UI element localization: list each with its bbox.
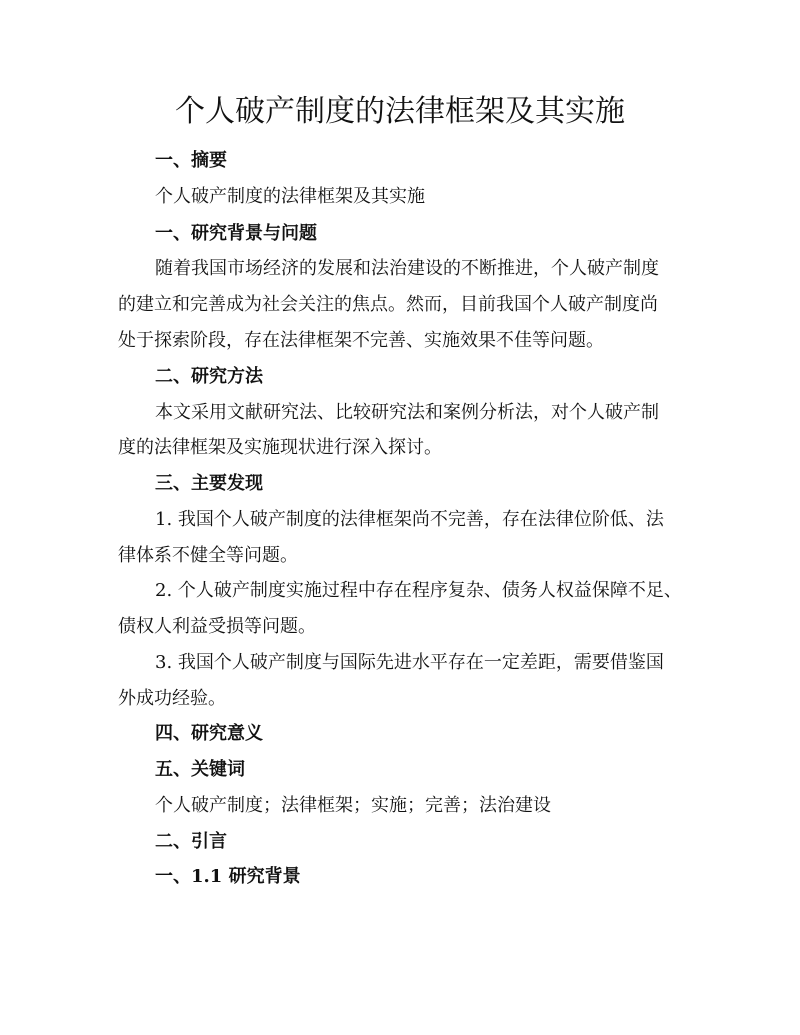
finding-1-line-1: 1. 我国个人破产制度的法律框架尚不完善，存在法律位阶低、法 xyxy=(155,509,664,530)
abstract-heading: 一、摘要 xyxy=(155,150,227,171)
background-heading: 一、研究背景与问题 xyxy=(155,223,317,244)
keywords-text: 个人破产制度；法律框架；实施；完善；法治建设 xyxy=(155,795,551,816)
significance-heading: 四、研究意义 xyxy=(155,723,263,744)
finding-2-line-2: 债权人利益受损等问题。 xyxy=(118,616,316,637)
methods-para-line-1: 本文采用文献研究法、比较研究法和案例分析法，对个人破产制 xyxy=(155,402,659,423)
background-para-line-1: 随着我国市场经济的发展和法治建设的不断推进，个人破产制度 xyxy=(155,258,659,279)
background-para-line-3: 处于探索阶段，存在法律框架不完善、实施效果不佳等问题。 xyxy=(118,330,604,351)
methods-heading: 二、研究方法 xyxy=(155,366,263,387)
abstract-text: 个人破产制度的法律框架及其实施 xyxy=(155,186,425,207)
finding-3-line-2: 外成功经验。 xyxy=(118,688,226,709)
findings-heading: 三、主要发现 xyxy=(155,473,263,494)
finding-2-line-1: 2. 个人破产制度实施过程中存在程序复杂、债务人权益保障不足、 xyxy=(155,580,682,601)
finding-1-line-2: 律体系不健全等问题。 xyxy=(118,545,298,566)
finding-3-line-1: 3. 我国个人破产制度与国际先进水平存在一定差距，需要借鉴国 xyxy=(155,652,664,673)
methods-para-line-2: 度的法律框架及实施现状进行深入探讨。 xyxy=(118,437,442,458)
intro-subheading: 一、1.1 研究背景 xyxy=(155,866,301,887)
background-para-line-2: 的建立和完善成为社会关注的焦点。然而，目前我国个人破产制度尚 xyxy=(118,294,658,315)
document-title: 个人破产制度的法律框架及其实施 xyxy=(175,94,625,129)
intro-heading: 二、引言 xyxy=(155,831,227,852)
keywords-heading: 五、关键词 xyxy=(155,759,245,780)
